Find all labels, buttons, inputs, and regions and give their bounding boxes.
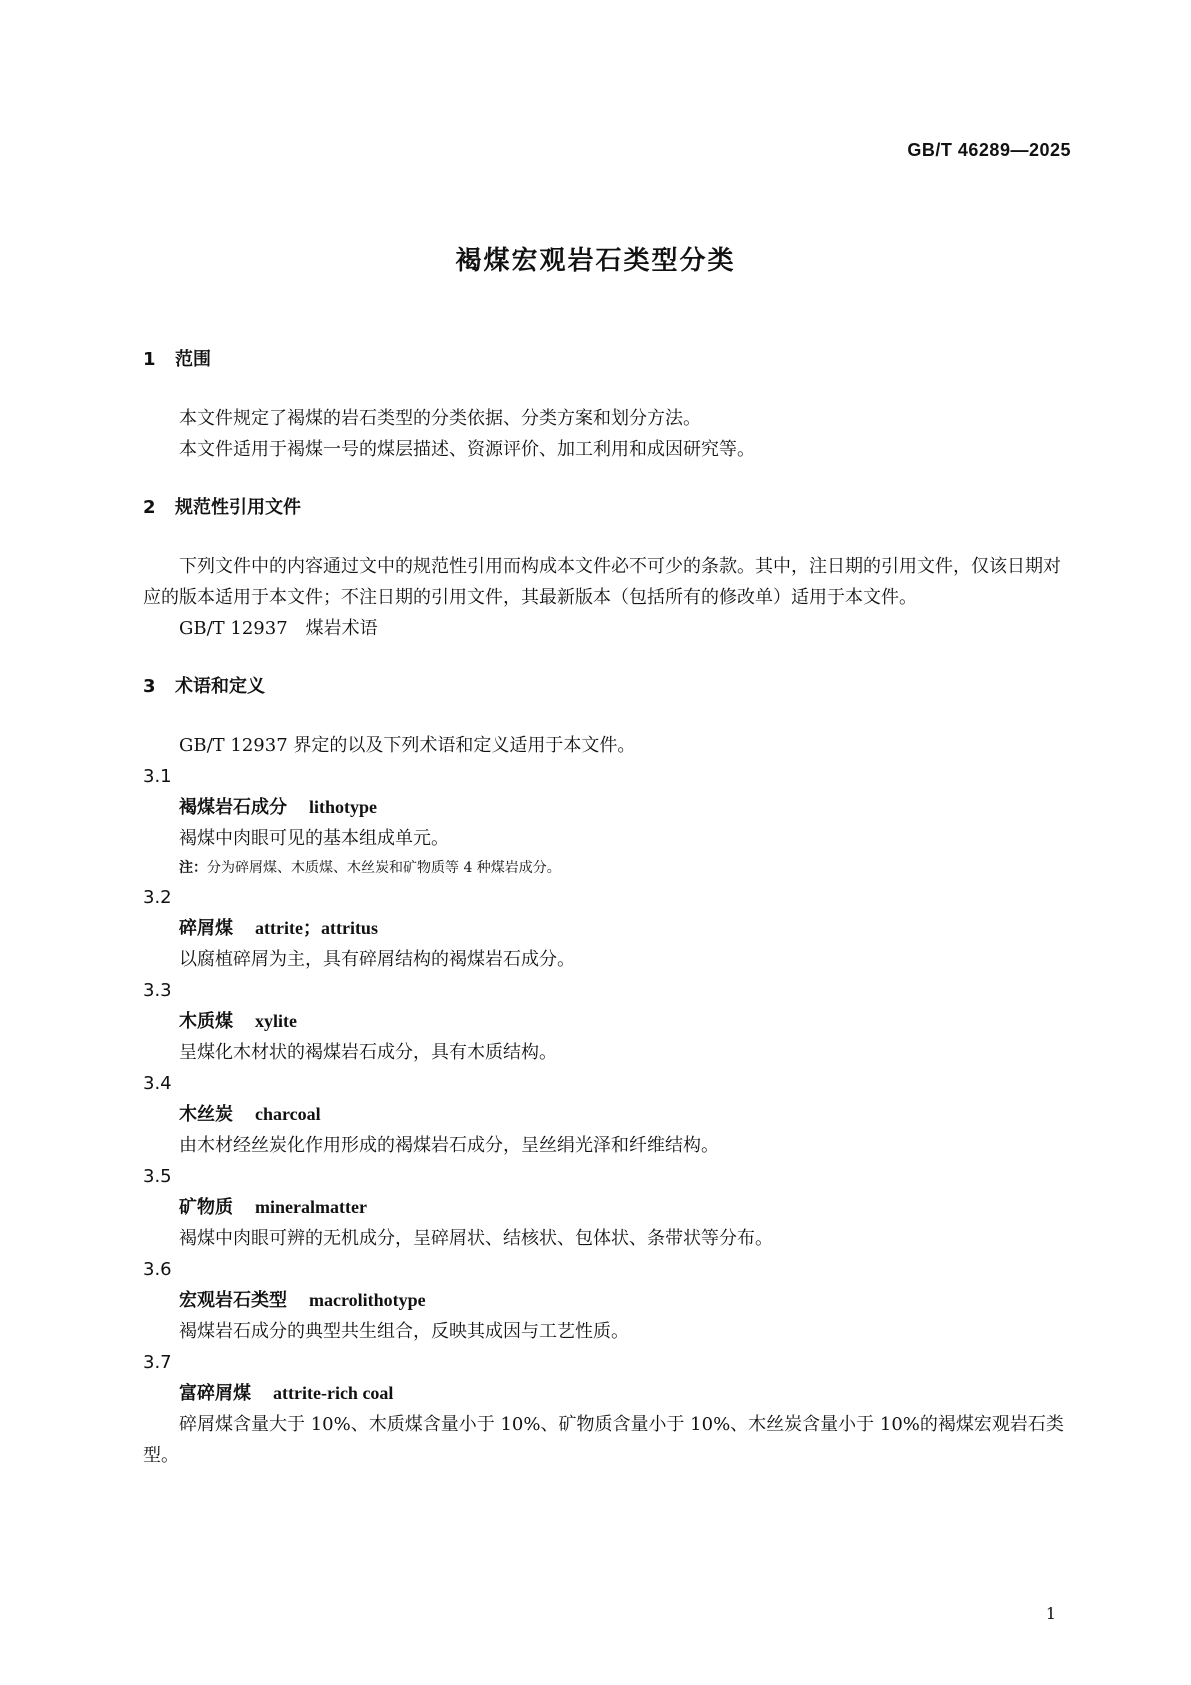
term-zh: 木质煤 bbox=[179, 1011, 233, 1032]
term-zh: 富碎屑煤 bbox=[179, 1383, 251, 1404]
term-number: 3.2 bbox=[143, 887, 172, 908]
term-number: 3.3 bbox=[143, 980, 172, 1001]
term-en: macrolithotype bbox=[309, 1290, 426, 1310]
note-text: 分为碎屑煤、木质煤、木丝炭和矿物质等 4 种煤岩成分。 bbox=[207, 860, 561, 876]
term-zh: 宏观岩石类型 bbox=[179, 1290, 287, 1311]
section-number: 3 bbox=[143, 676, 156, 697]
section-terms-definitions bbox=[143, 672, 1073, 1471]
section-number: 2 bbox=[143, 497, 156, 518]
term-en: attrite-rich coal bbox=[273, 1383, 394, 1403]
term-en: xylite bbox=[255, 1011, 297, 1031]
document-body bbox=[143, 345, 1073, 1471]
section-heading bbox=[143, 345, 1073, 375]
term-number: 3.1 bbox=[143, 766, 172, 787]
term-zh: 矿物质 bbox=[179, 1197, 233, 1218]
term-zh: 褐煤岩石成分 bbox=[179, 797, 287, 818]
term-number: 3.4 bbox=[143, 1073, 172, 1094]
term-heading bbox=[143, 1378, 1073, 1409]
section-title: 规范性引用文件 bbox=[175, 497, 301, 518]
term-number: 3.5 bbox=[143, 1166, 172, 1187]
term-en: lithotype bbox=[309, 797, 378, 817]
term-entry bbox=[143, 882, 1073, 975]
term-definition: 褐煤中肉眼可辨的无机成分，呈碎屑状、结核状、包体状、条带状等分布。 bbox=[179, 1228, 773, 1249]
page-number: 1 bbox=[1045, 1604, 1056, 1623]
paragraph: 下列文件中的内容通过文中的规范性引用而构成本文件必不可少的条款。其中，注日期的引用文件，仅该日期对应的版本适用于本文件；不注日期的引用文件，其最新版本（包括所有的修改单）适用于本文件。 bbox=[143, 556, 1061, 608]
term-en: attrite；attritus bbox=[255, 918, 378, 938]
section-scope bbox=[143, 345, 1073, 465]
term-zh: 木丝炭 bbox=[179, 1104, 233, 1125]
section-normative-references bbox=[143, 493, 1073, 644]
term-heading bbox=[143, 1192, 1073, 1223]
term-entry bbox=[143, 1068, 1073, 1161]
term-heading bbox=[143, 1285, 1073, 1316]
term-heading bbox=[143, 1006, 1073, 1037]
term-number: 3.7 bbox=[143, 1352, 172, 1373]
term-number: 3.6 bbox=[143, 1259, 172, 1280]
term-en: charcoal bbox=[255, 1104, 321, 1124]
term-entry bbox=[143, 761, 1073, 882]
term-heading bbox=[143, 792, 1073, 823]
term-entry bbox=[143, 1254, 1073, 1347]
term-heading bbox=[143, 913, 1073, 944]
term-zh: 碎屑煤 bbox=[179, 918, 233, 939]
term-definition: 以腐植碎屑为主，具有碎屑结构的褐煤岩石成分。 bbox=[179, 949, 575, 970]
term-definition: 由木材经丝炭化作用形成的褐煤岩石成分，呈丝绢光泽和纤维结构。 bbox=[179, 1135, 719, 1156]
section-heading bbox=[143, 672, 1073, 702]
paragraph: GB/T 12937 界定的以及下列术语和定义适用于本文件。 bbox=[179, 735, 636, 756]
term-heading bbox=[143, 1099, 1073, 1130]
reference-entry: GB/T 12937 煤岩术语 bbox=[179, 618, 378, 639]
term-entry bbox=[143, 975, 1073, 1068]
term-en: mineralmatter bbox=[255, 1197, 367, 1217]
term-note bbox=[143, 854, 1073, 882]
paragraph: 本文件适用于褐煤一号的煤层描述、资源评价、加工利用和成因研究等。 bbox=[179, 439, 755, 460]
section-number: 1 bbox=[143, 349, 156, 370]
paragraph: 本文件规定了褐煤的岩石类型的分类依据、分类方案和划分方法。 bbox=[179, 408, 701, 429]
term-entry bbox=[143, 1347, 1073, 1471]
term-definition: 呈煤化木材状的褐煤岩石成分，具有木质结构。 bbox=[179, 1042, 557, 1063]
section-title: 范围 bbox=[175, 349, 211, 370]
term-entry bbox=[143, 1161, 1073, 1254]
standard-code: GB/T 46289—2025 bbox=[907, 140, 1071, 160]
note-label: 注： bbox=[179, 860, 207, 876]
term-definition: 褐煤岩石成分的典型共生组合，反映其成因与工艺性质。 bbox=[179, 1321, 629, 1342]
document-title: 褐煤宏观岩石类型分类 bbox=[455, 246, 736, 276]
term-definition: 碎屑煤含量大于 10%、木质煤含量小于 10%、矿物质含量小于 10%、木丝炭含量小于 10%的褐煤宏观岩石类型。 bbox=[143, 1414, 1064, 1466]
section-heading bbox=[143, 493, 1073, 523]
section-title: 术语和定义 bbox=[175, 676, 265, 697]
term-definition: 褐煤中肉眼可见的基本组成单元。 bbox=[179, 828, 449, 849]
